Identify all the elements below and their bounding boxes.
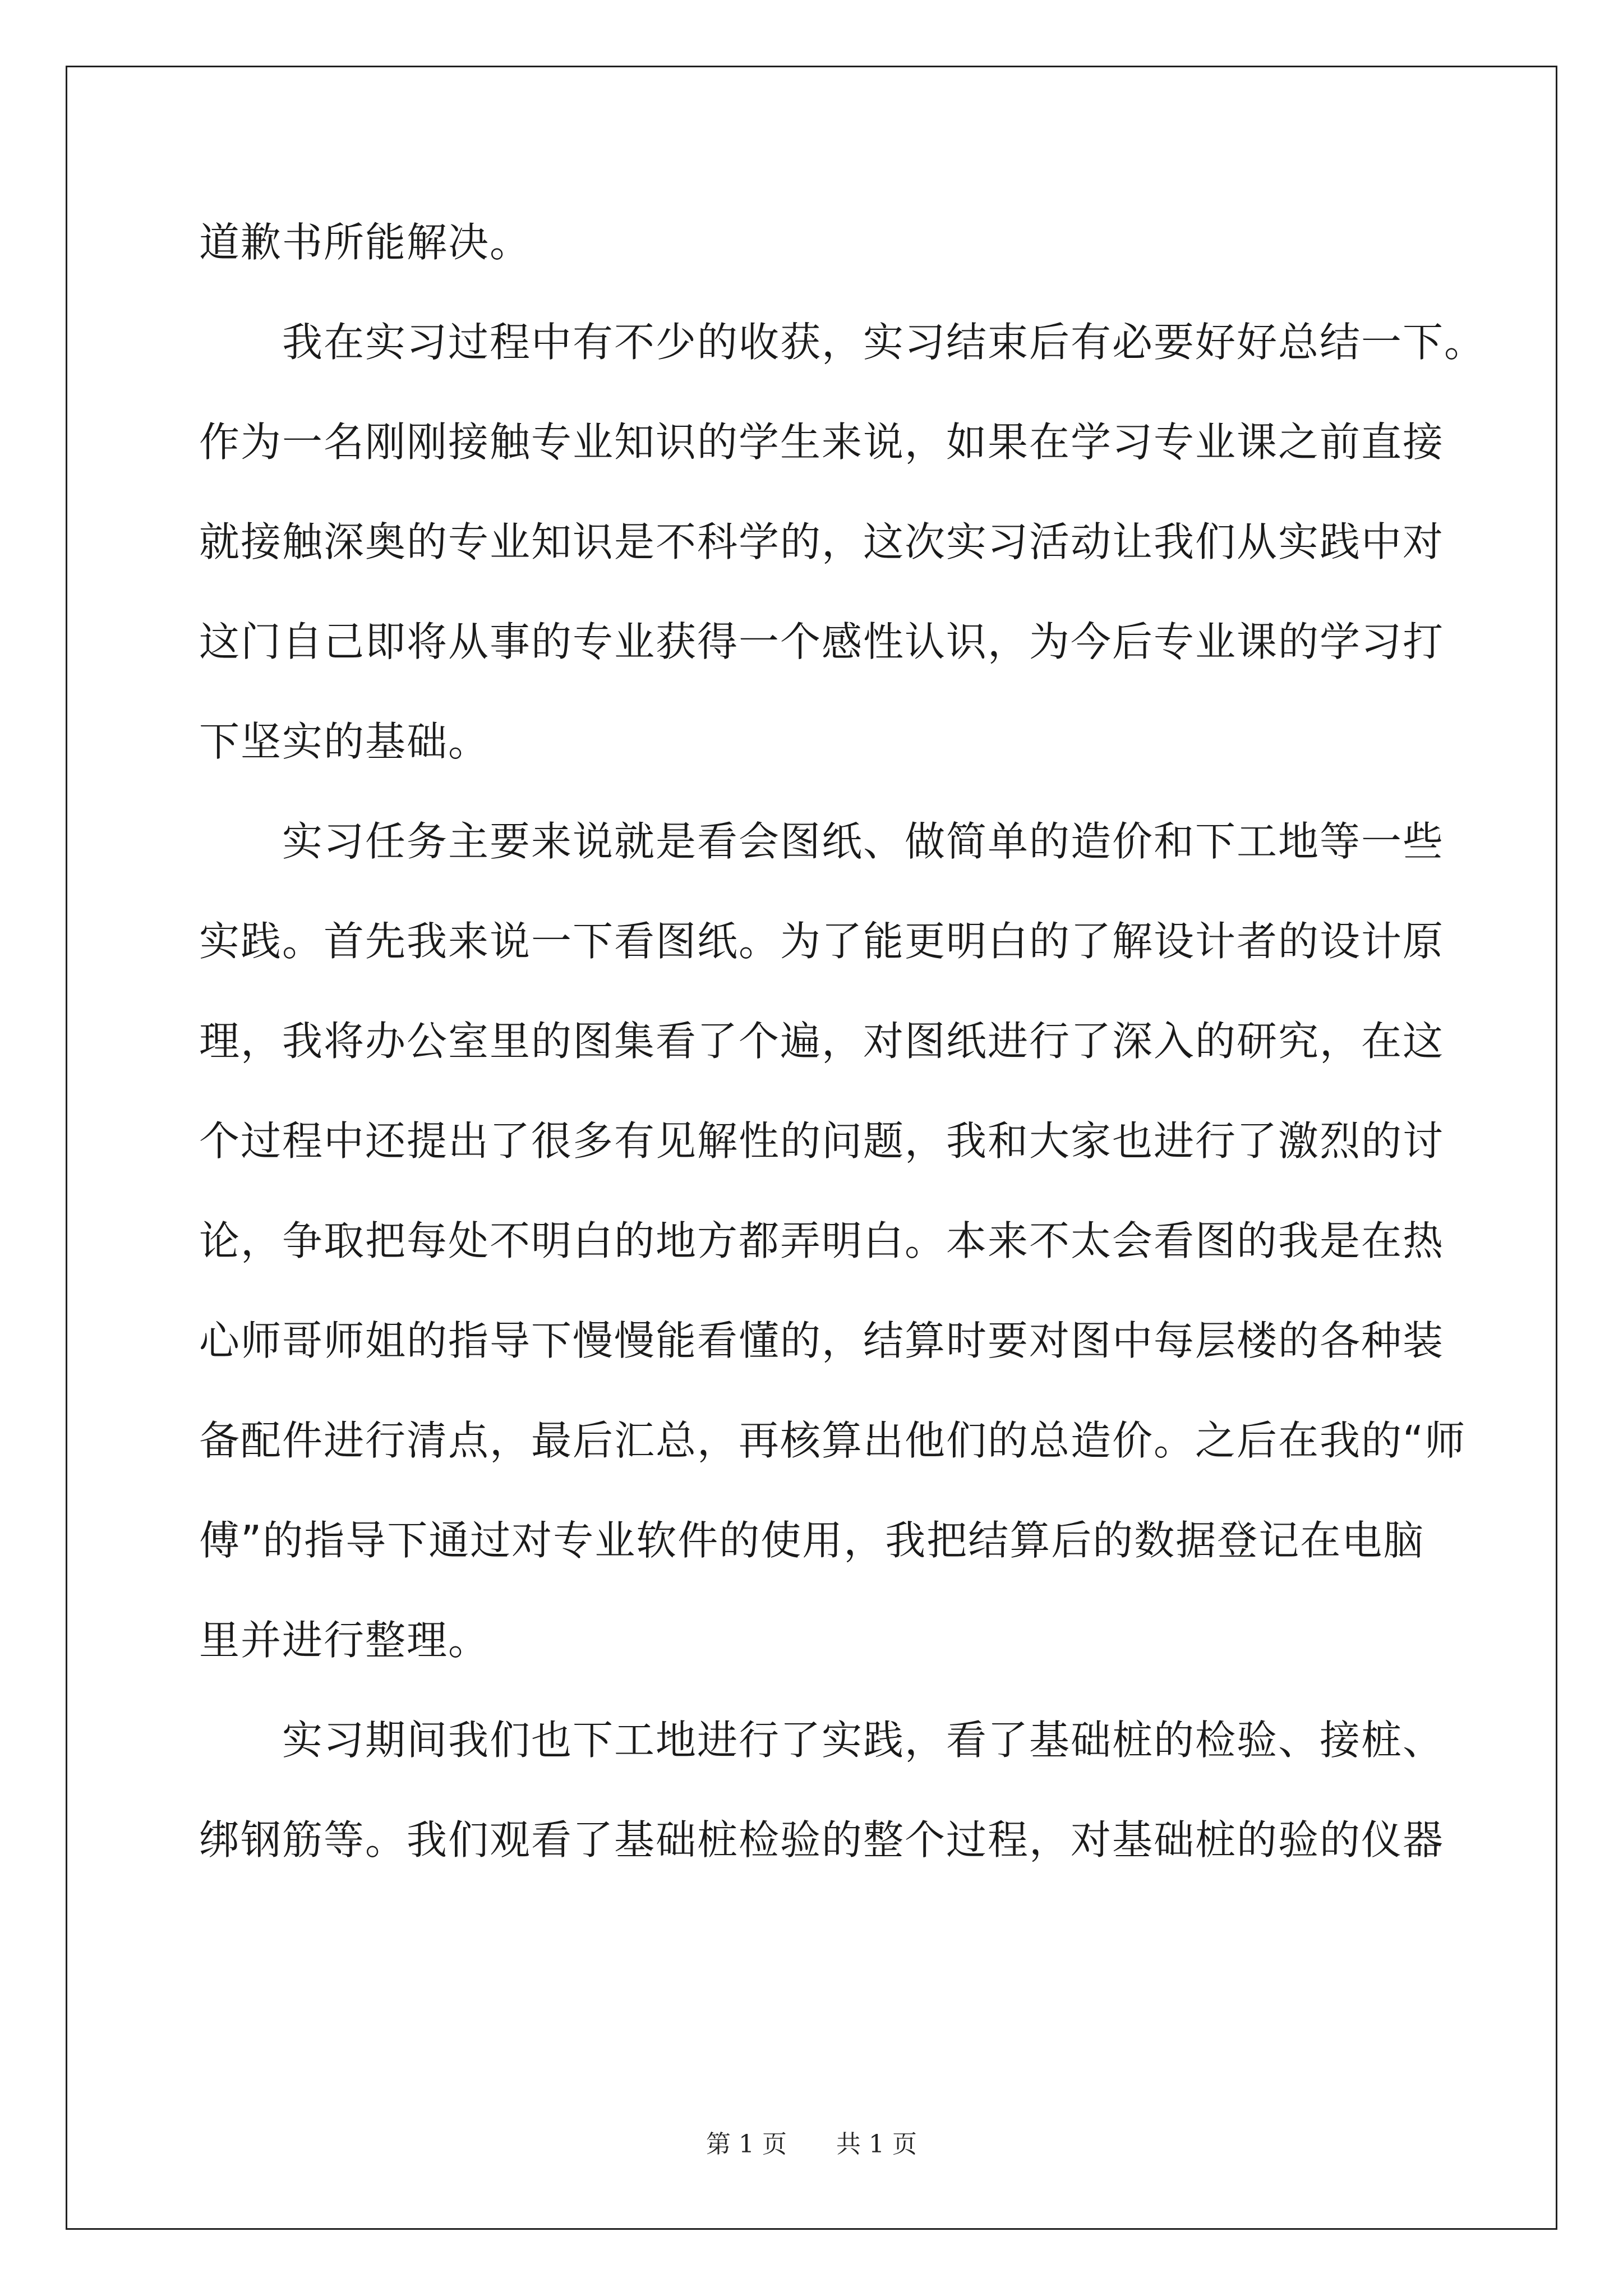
text-line: 实习期间我们也下工地进行了实践，看了基础桩的检验、接桩、	[199, 1717, 1445, 1764]
page-footer	[0, 2129, 1623, 2160]
text-line: 我在实习过程中有不少的收获，实习结束后有必要好好总结一下。	[199, 319, 1486, 366]
text-line: 备配件进行清点，最后汇总，再核算出他们的总造价。之后在我的“师	[199, 1417, 1467, 1464]
text-line: 个过程中还提出了很多有见解性的问题，我和大家也进行了激烈的讨	[199, 1117, 1445, 1165]
text-line: 实践。首先我来说一下看图纸。为了能更明白的了解设计者的设计原	[199, 918, 1445, 965]
text-line: 实习任务主要来说就是看会图纸、做简单的造价和下工地等一些	[199, 818, 1445, 865]
text-line: 就接触深奥的专业知识是不科学的，这次实习活动让我们从实践中对	[199, 518, 1445, 565]
text-line: 心师哥师姐的指导下慢慢能看懂的，结算时要对图中每层楼的各种装	[199, 1317, 1445, 1364]
text-line: 这门自己即将从事的专业获得一个感性认识，为今后专业课的学习打	[199, 618, 1445, 665]
text-line: 论，争取把每处不明白的地方都弄明白。本来不太会看图的我是在热	[199, 1217, 1445, 1264]
text-line: 作为一名刚刚接触专业知识的学生来说，如果在学习专业课之前直接	[199, 418, 1445, 466]
text-line: 里并进行整理。	[199, 1617, 490, 1664]
text-line: 傅”的指导下通过对专业软件的使用，我把结算后的数据登记在电脑	[199, 1517, 1425, 1564]
text-line: 理，我将办公室里的图集看了个遍，对图纸进行了深入的研究，在这	[199, 1018, 1445, 1065]
text-line: 绑钢筋等。我们观看了基础桩检验的整个过程，对基础桩的验的仪器	[199, 1816, 1445, 1864]
text-line: 下坚实的基础。	[199, 718, 490, 765]
text-line: 道歉书所能解决。	[199, 219, 532, 266]
page-number: 第 1 页	[706, 2130, 787, 2159]
page-total: 共 1 页	[836, 2130, 917, 2159]
